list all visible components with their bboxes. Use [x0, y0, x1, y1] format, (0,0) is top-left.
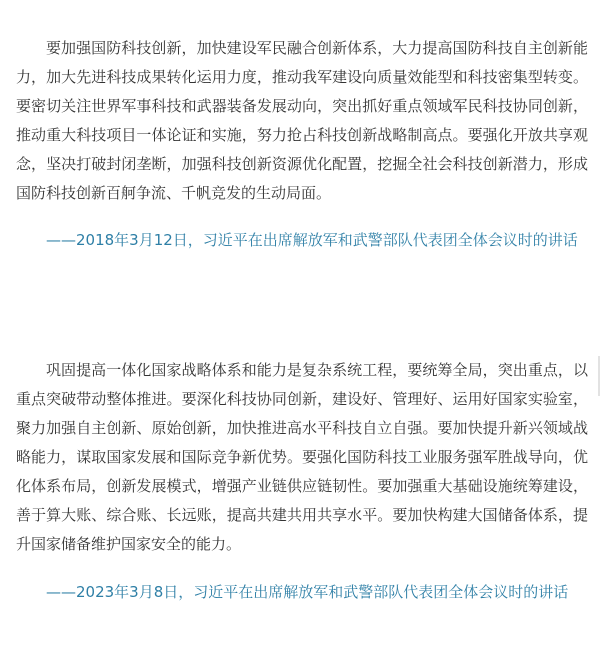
quote-attribution-2023: ——2023年3月8日，习近平在出席解放军和武警部队代表团全体会议时的讲话	[46, 583, 569, 601]
quote-paragraph-2018: 要加强国防科技创新，加快建设军民融合创新体系，大力提高国防科技自主创新能力，加大先进科技成果转化运用力度，推动我军建设向质量效能型和科技密集型转变。要密切关注世界军事科技和武器装备发展动向，突出抓好重点领域军民科技协同创新，推动重大科技项目一体论证和实施，努力抢占科技创新战略制高点。要强化开放共享观念，坚决打破封闭垄断，加强科技创新资源优化配置，挖掘全社会科技创新潜力，形成国防科技创新百舸争流、千帆竞发的生动局面。	[16, 39, 588, 202]
quote-attribution-2018: ——2018年3月12日，习近平在出席解放军和武警部队代表团全体会议时的讲话	[46, 231, 578, 249]
quote-paragraph-2023: 巩固提高一体化国家战略体系和能力是复杂系统工程，要统筹全局，突出重点，以重点突破带动整体推进。要深化科技协同创新，建设好、管理好、运用好国家实验室，聚力加强自主创新、原始创新，加快推进高水平科技自立自强。要加快提升新兴领域战略能力，谋取国家发展和国际竞争新优势。要强化国防科技工业服务强军胜战导向，优化体系布局，创新发展模式，增强产业链供应链韧性。要加强重大基础设施统筹建设，善于算大账、综合账、长远账，提高共建共用共享水平。要加快构建大国储备体系，提升国家储备维护国家安全的能力。	[16, 361, 588, 553]
